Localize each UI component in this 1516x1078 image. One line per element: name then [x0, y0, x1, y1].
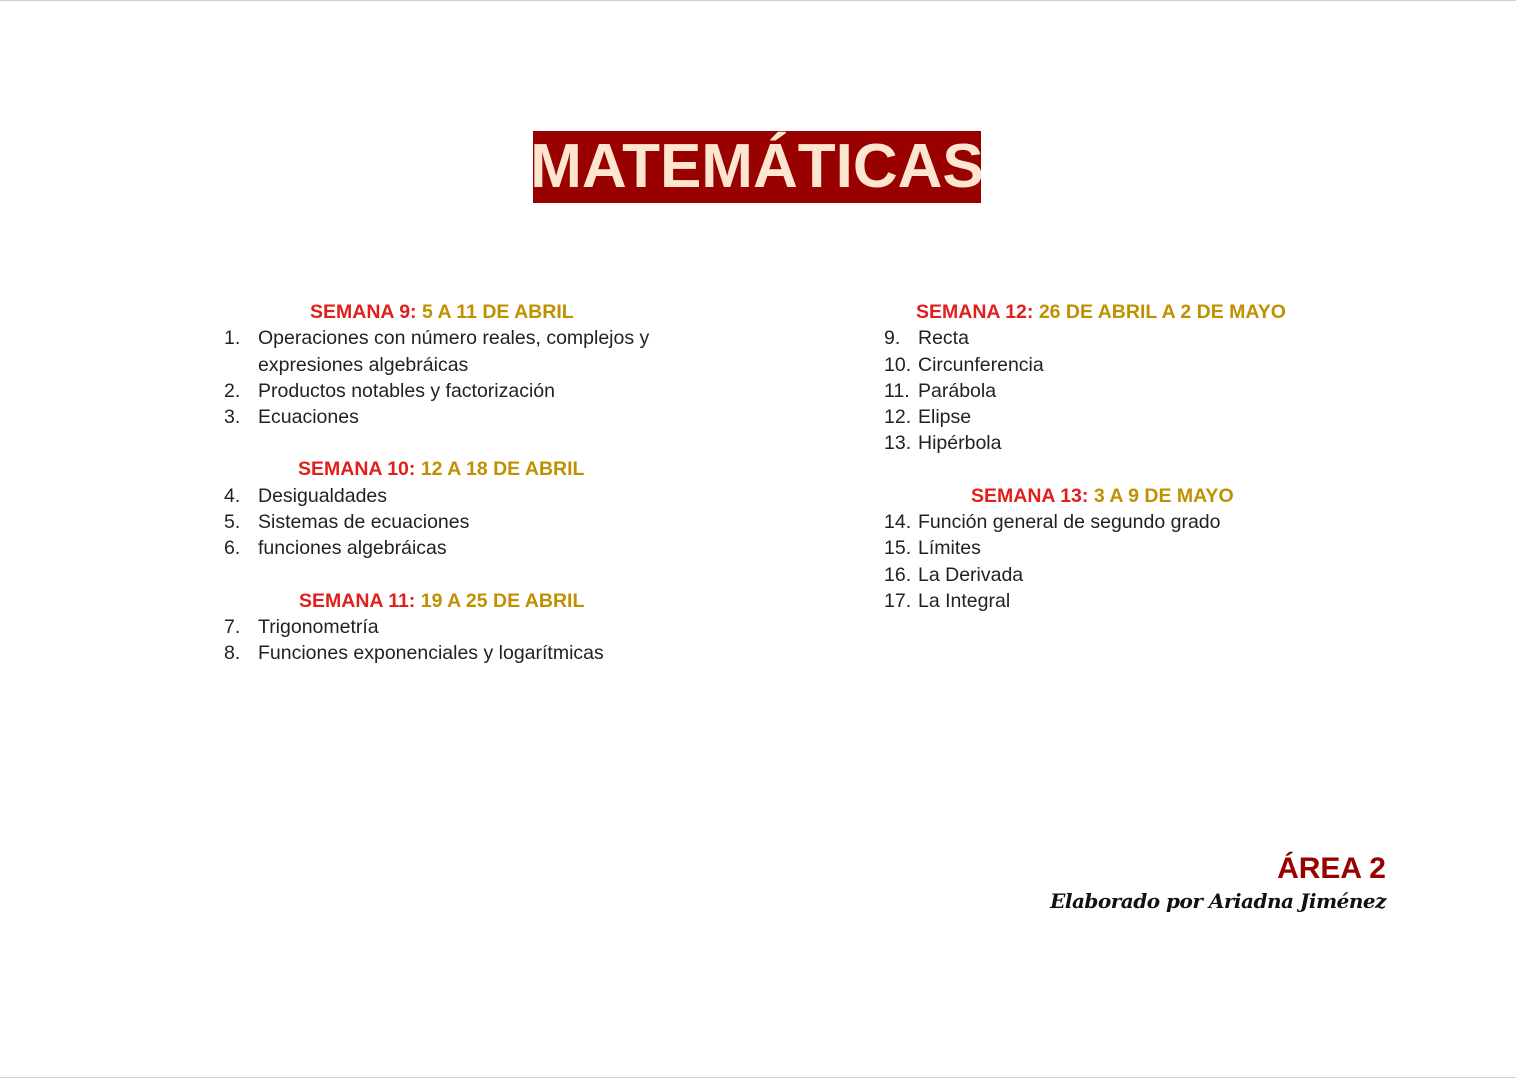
- topic-number: 6.: [224, 537, 241, 560]
- week-block-12: [884, 299, 1354, 457]
- topic-item: [884, 430, 1354, 456]
- area-label: ÁREA 2: [1277, 852, 1386, 885]
- week-dates: 3 A 9 DE MAYO: [1093, 484, 1234, 507]
- topic-text: Desigualdades: [258, 484, 388, 507]
- topic-text: Ecuaciones: [258, 406, 359, 429]
- topic-item: [224, 404, 694, 430]
- topic-item: [224, 483, 694, 509]
- topic-number: 1.: [224, 327, 241, 350]
- topic-text: La Integral: [918, 589, 1011, 612]
- topic-number: 7.: [224, 615, 241, 638]
- week-header: [224, 299, 694, 325]
- topic-number: 8.: [224, 642, 241, 665]
- footer: [1050, 851, 1386, 915]
- topic-text: Elipse: [918, 406, 972, 429]
- topic-text: Productos notables y factorización: [258, 379, 555, 402]
- week-block-10: [224, 456, 694, 561]
- topic-item: [884, 325, 1354, 351]
- topic-number: 2.: [224, 379, 241, 402]
- topic-item: [884, 378, 1354, 404]
- right-column: [884, 299, 1354, 614]
- topic-text: Recta: [918, 327, 969, 350]
- topic-number: 13.: [884, 432, 912, 455]
- topic-item: [884, 562, 1354, 588]
- topic-item: [224, 614, 694, 640]
- topic-item: [224, 640, 694, 666]
- topic-item: [224, 325, 694, 378]
- topic-text: Límites: [918, 537, 981, 560]
- topic-number: 3.: [224, 406, 241, 429]
- topic-number: 17.: [884, 589, 912, 612]
- page-title: MATEMÁTICAS: [530, 132, 984, 201]
- topic-text: Sistemas de ecuaciones: [258, 511, 470, 534]
- topic-item: [884, 535, 1354, 561]
- spacer: [224, 430, 694, 456]
- topic-text: Parábola: [918, 379, 997, 402]
- week-label: SEMANA 10:: [298, 458, 416, 481]
- spacer: [224, 562, 694, 588]
- topic-number: 5.: [224, 511, 241, 534]
- topic-text: funciones algebráicas: [258, 537, 447, 560]
- week-dates: 12 A 18 DE ABRIL: [420, 458, 585, 481]
- topic-text: Hipérbola: [918, 432, 1002, 455]
- week-header: [884, 299, 1354, 325]
- week-dates: 5 A 11 DE ABRIL: [421, 301, 574, 323]
- title-banner: [530, 131, 984, 203]
- week-dates: 26 DE ABRIL A 2 DE MAYO: [1038, 301, 1286, 323]
- topic-number: 15.: [884, 537, 912, 560]
- topic-number: 4.: [224, 484, 241, 507]
- topic-item: [884, 352, 1354, 378]
- week-header: [884, 483, 1354, 509]
- topic-text: Funciones exponenciales y logarítmicas: [258, 642, 604, 665]
- week-label: SEMANA 9:: [310, 301, 417, 323]
- week-header: [224, 588, 694, 614]
- topic-item: [884, 509, 1354, 535]
- topic-item: [224, 535, 694, 561]
- topic-text: La Derivada: [918, 563, 1024, 586]
- left-column: [224, 299, 694, 667]
- week-dates: 19 A 25 DE ABRIL: [420, 589, 585, 612]
- topic-number: 16.: [884, 563, 912, 586]
- topic-text: Operaciones con número reales, complejos y expresiones algebráicas: [258, 327, 650, 376]
- week-label: SEMANA 11:: [299, 589, 416, 612]
- week-block-13: [884, 483, 1354, 614]
- week-block-9: [224, 299, 694, 430]
- topic-number: 10.: [884, 353, 912, 376]
- topic-number: 12.: [884, 406, 912, 429]
- spacer: [884, 457, 1354, 483]
- week-header: [224, 456, 694, 482]
- author-signature: Elaborado por Ariadna Jiménez: [1050, 889, 1386, 913]
- week-block-11: [224, 588, 694, 667]
- topic-item: [224, 378, 694, 404]
- topic-number: 9.: [884, 327, 901, 350]
- topic-item: [224, 509, 694, 535]
- topic-item: [884, 404, 1354, 430]
- week-label: SEMANA 13:: [971, 484, 1089, 507]
- topic-number: 14.: [884, 511, 912, 534]
- topic-text: Función general de segundo grado: [918, 511, 1221, 534]
- topic-text: Trigonometría: [258, 615, 379, 638]
- week-label: SEMANA 12:: [916, 301, 1034, 323]
- topic-item: [884, 588, 1354, 614]
- topic-number: 11.: [884, 379, 910, 402]
- topic-text: Circunferencia: [918, 353, 1044, 376]
